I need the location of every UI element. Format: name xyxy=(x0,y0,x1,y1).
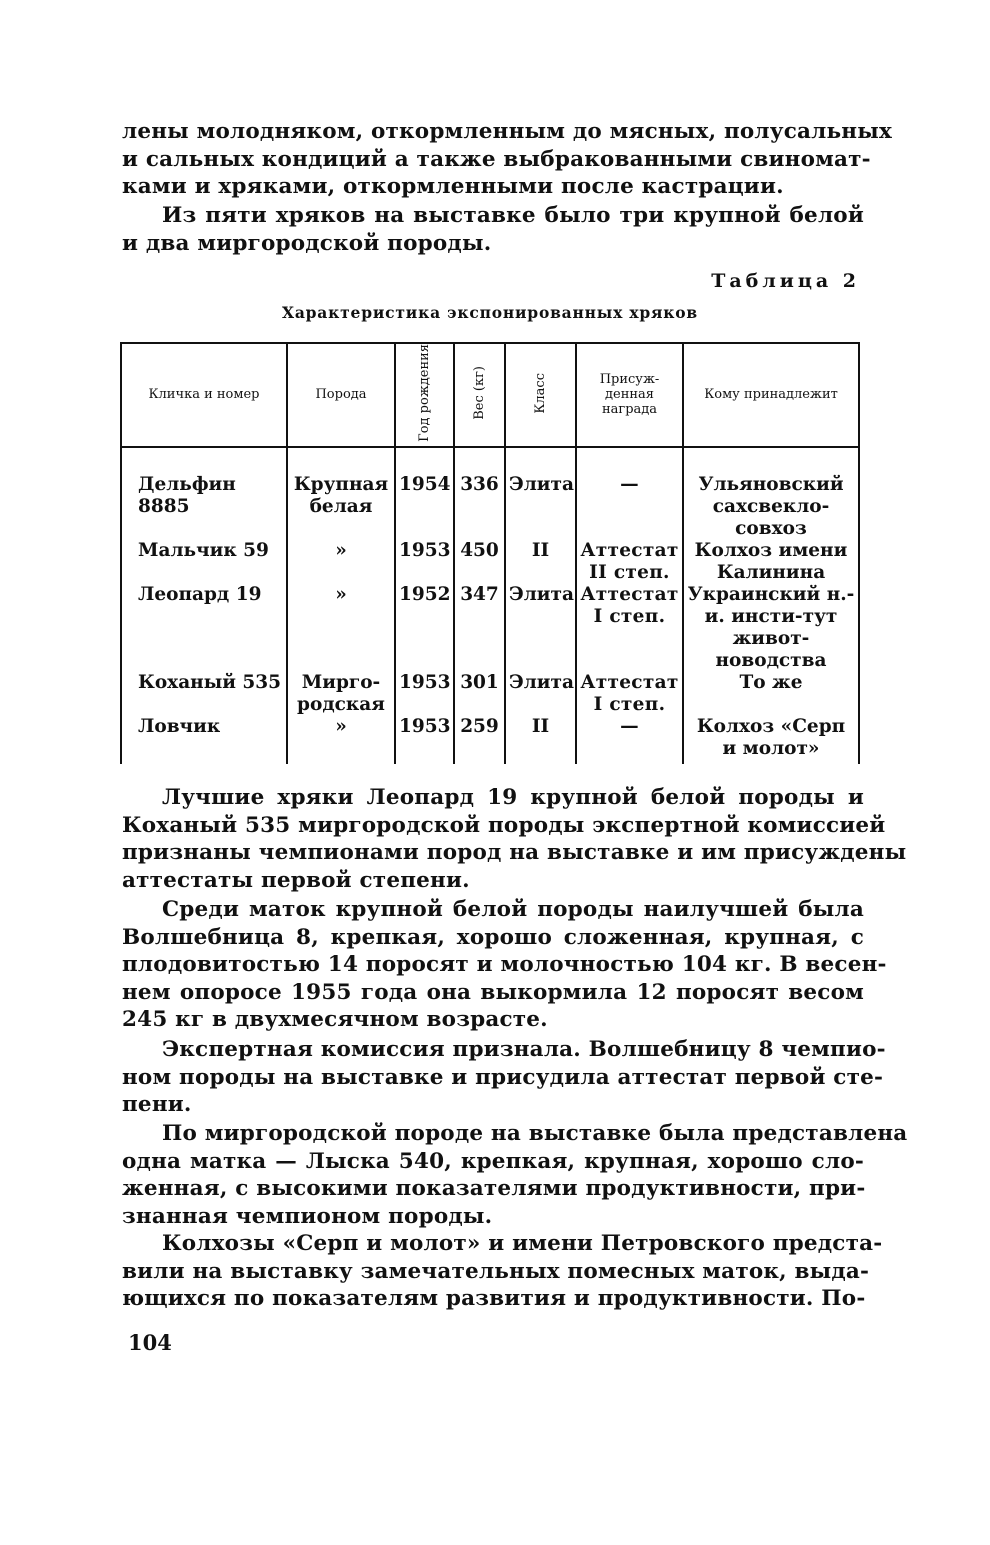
header-breed: Порода xyxy=(287,343,395,447)
cell-owner: То же xyxy=(683,672,859,716)
commission-paragraph xyxy=(122,1036,886,1119)
cell-breed: » xyxy=(287,540,395,584)
text-line: ном породы на выставке и присудила аттестат первой сте- xyxy=(122,1064,884,1090)
cell-year: 1953 xyxy=(395,672,454,716)
cell-name: Леопард 19 xyxy=(121,584,287,672)
text-line: Среди маток крупной белой породы наилучшей была xyxy=(162,897,864,922)
text-line: Колхозы «Серп и молот» и имени Петровского предста- xyxy=(162,1231,883,1256)
text-line: аттестаты первой степени. xyxy=(122,867,470,893)
table-caption: Таблица 2 xyxy=(711,270,860,292)
page-number: 104 xyxy=(128,1330,172,1355)
text-line: ками и хряками, откормленными после кастрации. xyxy=(122,174,784,199)
text-line: Экспертная комиссия признала. Волшебницу 8 чемпио- xyxy=(162,1037,886,1062)
cell-year: 1952 xyxy=(395,584,454,672)
intro-paragraph xyxy=(122,118,893,201)
text-line: одна матка — Лыска 540, крепкая, крупная, хорошо сло- xyxy=(122,1148,864,1174)
text-line: Лучшие хряки Леопард 19 крупной белой породы и xyxy=(162,785,864,810)
champions-paragraph xyxy=(122,784,907,894)
table-header-row xyxy=(121,343,859,447)
cell-weight: 259 xyxy=(454,716,505,764)
text-line: плодовитостью 14 поросят и молочностью 104 кг. В весен- xyxy=(122,952,887,977)
cell-award: Аттестат II степ. xyxy=(576,540,683,584)
kolkhoz-paragraph xyxy=(122,1230,883,1313)
cell-owner: Украинский н.-и. инсти-тут живот-новодства xyxy=(683,584,859,672)
cell-owner: Колхоз имени Калинина xyxy=(683,540,859,584)
text-line: и два миргородской породы. xyxy=(122,230,492,256)
cell-breed: Мирго-родская xyxy=(287,672,395,716)
table-row xyxy=(121,716,859,764)
text-line: Коханый 535 миргородской породы экспертной комиссией xyxy=(122,812,886,838)
cell-class: Элита xyxy=(505,672,576,716)
cell-award: Аттестат I степ. xyxy=(576,584,683,672)
cell-name: Дельфин 8885 xyxy=(121,447,287,540)
cell-owner: Ульяновский сахсвекло-совхоз xyxy=(683,447,859,540)
cell-class: Элита xyxy=(505,584,576,672)
boars-table xyxy=(120,342,860,764)
cell-weight: 347 xyxy=(454,584,505,672)
text-line: Волшебница 8, крепкая, хорошо сложенная, крупная, с xyxy=(122,924,864,950)
mirgorod-paragraph xyxy=(122,1120,908,1230)
text-line: нем опоросе 1955 года она выкормила 12 поросят весом xyxy=(122,979,864,1005)
cell-breed: » xyxy=(287,584,395,672)
text-line: пени. xyxy=(122,1092,192,1117)
text-line: и сальных кондиций а также выбракованными свиномат- xyxy=(122,146,871,172)
table-row xyxy=(121,447,859,540)
text-line: Из пяти хряков на выставке было три крупной белой xyxy=(162,203,864,228)
table-row xyxy=(121,672,859,716)
cell-year: 1953 xyxy=(395,716,454,764)
cell-year: 1954 xyxy=(395,447,454,540)
cell-weight: 336 xyxy=(454,447,505,540)
text-line: ющихся по показателям развития и продуктивности. По- xyxy=(122,1286,866,1311)
cell-class: II xyxy=(505,540,576,584)
cell-breed: Крупная белая xyxy=(287,447,395,540)
table-row xyxy=(121,584,859,672)
cell-award: — xyxy=(576,447,683,540)
cell-award: — xyxy=(576,716,683,764)
text-line: признаны чемпионами пород на выставке и им присуждены xyxy=(122,840,907,865)
text-line: лены молодняком, откормленным до мясных, полусальных xyxy=(122,119,893,144)
sows-paragraph xyxy=(122,896,887,1034)
header-award: Присуж-денная награда xyxy=(576,343,683,447)
cell-weight: 301 xyxy=(454,672,505,716)
text-line: женная, с высокими показателями продуктивности, при- xyxy=(122,1176,866,1201)
text-line: вили на выставку замечательных помесных маток, выда- xyxy=(122,1258,870,1284)
text-line: знанная чемпионом породы. xyxy=(122,1203,493,1229)
cell-breed: » xyxy=(287,716,395,764)
table-title: Характеристика экспонированных хряков xyxy=(282,303,698,322)
header-class: Класс xyxy=(505,343,576,447)
cell-class: Элита xyxy=(505,447,576,540)
cell-award: Аттестат I степ. xyxy=(576,672,683,716)
cell-weight: 450 xyxy=(454,540,505,584)
text-line: По миргородской породе на выставке была представлена xyxy=(162,1121,908,1146)
header-weight: Вес (кг) xyxy=(454,343,505,447)
cell-class: II xyxy=(505,716,576,764)
cell-name: Ловчик xyxy=(121,716,287,764)
table-row xyxy=(121,540,859,584)
header-year: Год рождения xyxy=(395,343,454,447)
header-name: Кличка и номер xyxy=(121,343,287,447)
text-line: 245 кг в двухмесячном возрасте. xyxy=(122,1007,548,1032)
header-owner: Кому принадлежит xyxy=(683,343,859,447)
cell-name: Мальчик 59 xyxy=(121,540,287,584)
cell-year: 1953 xyxy=(395,540,454,584)
cell-name: Коханый 535 xyxy=(121,672,287,716)
boars-count-paragraph xyxy=(122,202,864,257)
cell-owner: Колхоз «Серп и молот» xyxy=(683,716,859,764)
